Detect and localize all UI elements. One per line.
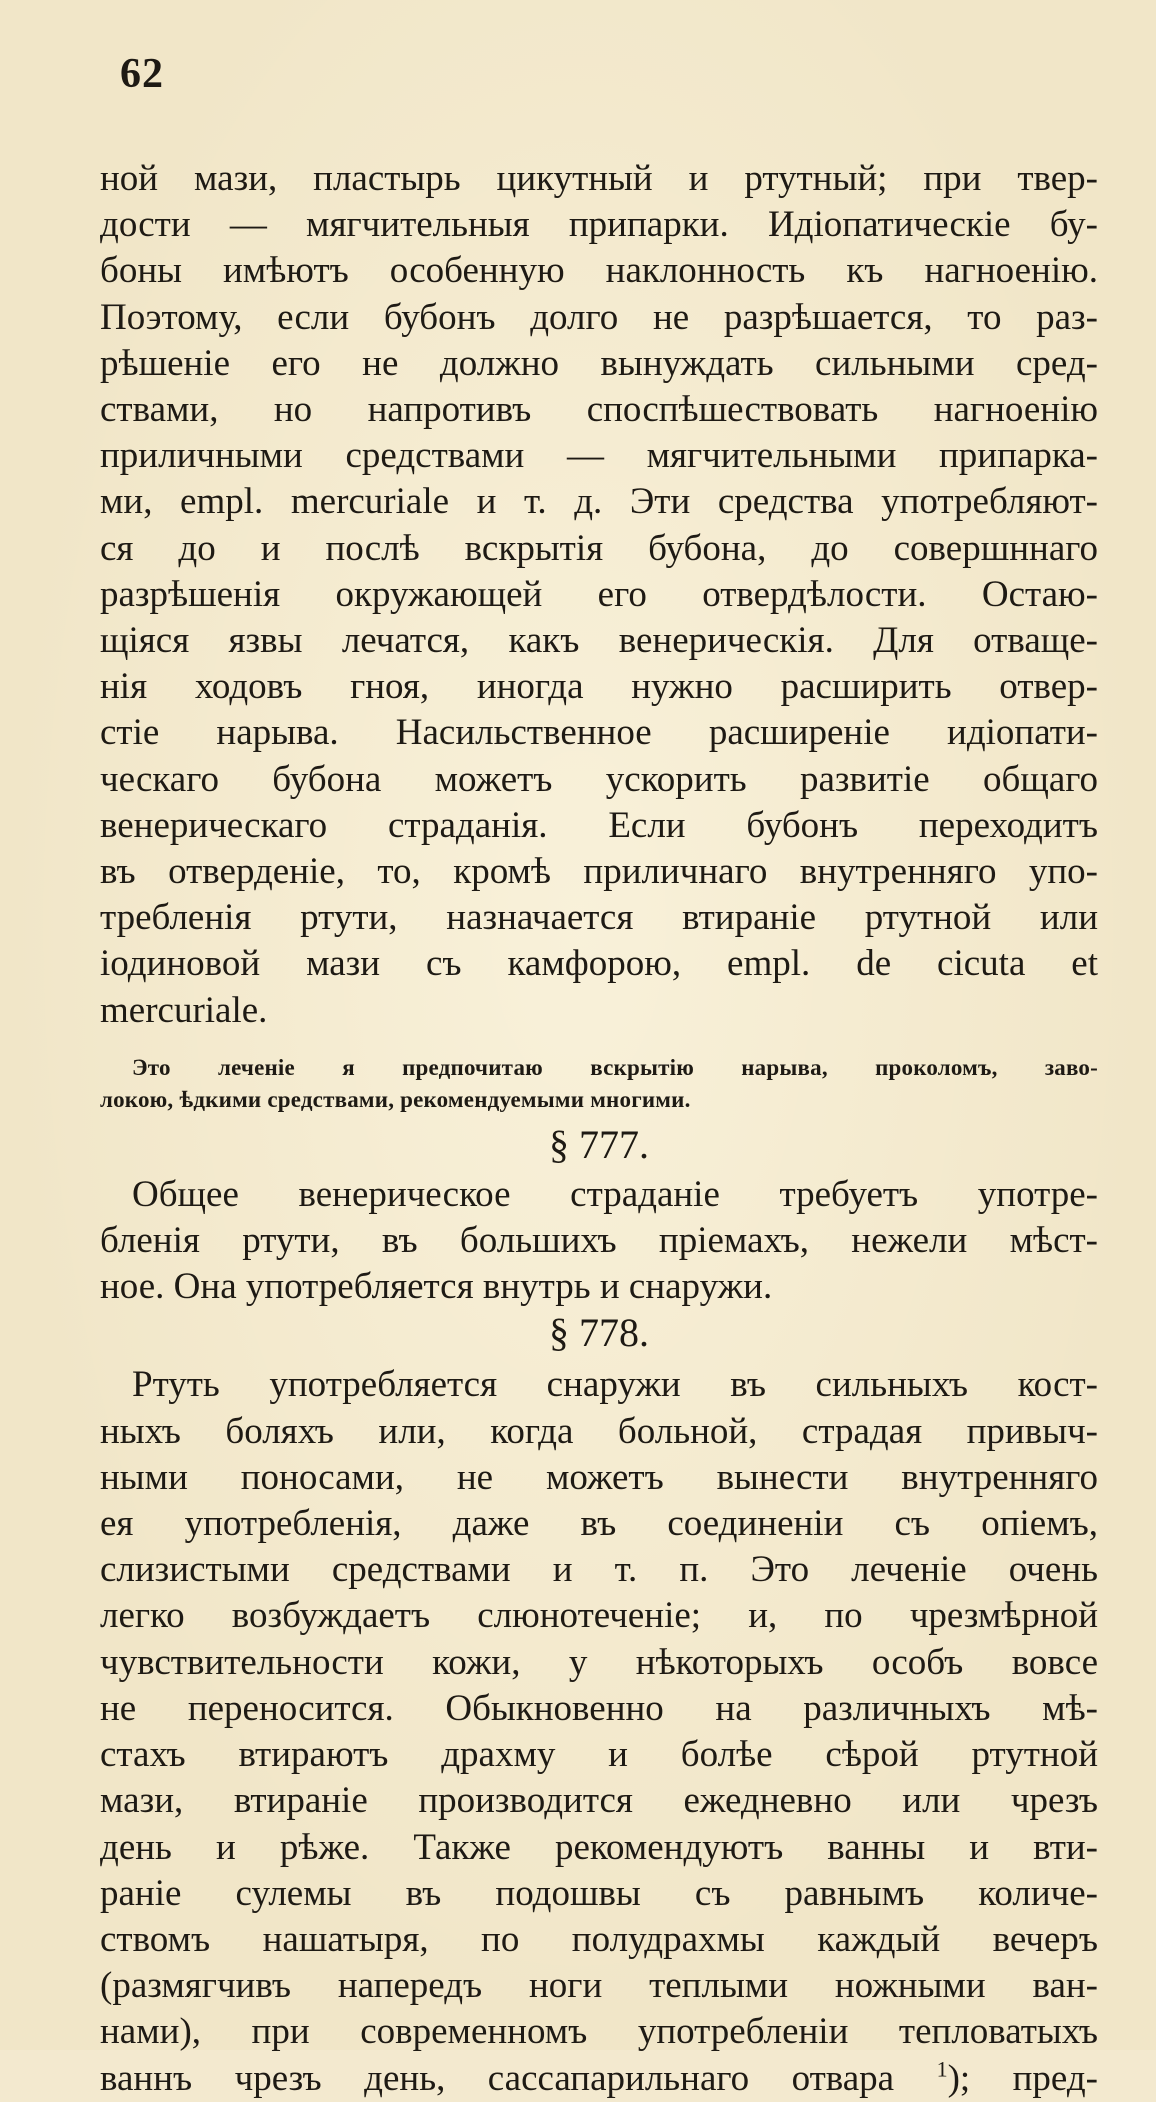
text-line: ческаго бубона можетъ ускорить развитіе общаго [100,758,1098,800]
paragraph-3 [100,1362,1098,2101]
text-line: мази, втираніе производится ежедневно или чрезъ [100,1780,1098,1822]
text-line: приличными средствами — мягчительными припарка- [100,435,1098,477]
text-line: Ртуть употребляется снаружи въ сильныхъ кост- [132,1364,1098,1406]
text-line: mercuriale. [100,989,268,1031]
text-line-with-footnote-ref [100,2056,1098,2102]
text-line: дости — мягчительныя припарки. Идіопатическіе бу- [100,204,1098,246]
text-line: стіе нарыва. Насильственное расширеніе идіопати- [100,712,1098,754]
text-line: не переносится. Обыкновенно на различныхъ мѣ- [100,1687,1098,1729]
text-line: слизистыми средствами и т. п. Это леченіе очень [100,1549,1098,1591]
text-line: ми, empl. mercuriale и т. д. Эти средства употребляют- [100,481,1098,523]
text-line: въ отверденіе, то, кромѣ приличнаго внутренняго упо- [100,851,1098,893]
text-line: венерическаго страданія. Если бубонъ переходитъ [100,804,1098,846]
text-line: боны имѣютъ особенную наклонность къ нагноенію. [100,250,1098,292]
text-line: ное. Она употребляется внутрь и снаружи. [100,1266,773,1308]
text-line: нами), при современномъ употребленіи тепловатыхъ [100,2011,1098,2053]
text-line: стахъ втираютъ драхму и болѣе сѣрой ртутной [100,1734,1098,1776]
text-line: день и рѣже. Также рекомендуютъ ванны и вти- [100,1826,1098,1868]
text-line: ныхъ боляхъ или, когда больной, страдая привыч- [100,1410,1098,1452]
text-line: рѣшеніе его не должно вынуждать сильными сред- [100,342,1098,384]
text-line: ными поносами, не можетъ вынести внутренняго [100,1456,1098,1498]
text-line: бленія ртути, въ большихъ пріемахъ, нежели мѣст- [100,1220,1098,1262]
section-heading: § 777. [549,1121,649,1167]
footnote-reference: 1 [936,2056,948,2082]
text-line: ся до и послѣ вскрытія бубона, до совершннаго [100,527,1098,569]
text-line: (размягчивъ напередъ ноги теплыми ножными ван- [100,1965,1098,2007]
text-line: чувствительности кожи, у нѣкоторыхъ особъ вовсе [100,1641,1098,1683]
section-heading: § 778. [549,1310,649,1356]
paragraph-1 [100,156,1098,1034]
text-line: іодиновой мази съ камфорою, empl. de cicuta et [100,943,1098,985]
text-segment: ваннъ чрезъ день, сассапарильнаго отвара [100,2057,895,2099]
text-line: щіяся язвы лечатся, какъ венерическія. Для отваще- [100,620,1098,662]
footnote-line: локою, ѣдкими средствами, рекомендуемыми многими. [100,1086,691,1112]
text-line: разрѣшенія окружающей его отвердѣлости. Остаю- [100,573,1098,615]
text-line: легко возбуждаетъ слюнотеченіе; и, по чрезмѣрной [100,1595,1098,1637]
footnote [100,1052,1098,1116]
page-number: 62 [120,51,164,97]
footnote-line: Это леченіе я предпочитаю вскрытію нарыва, проколомъ, заво- [132,1054,1098,1080]
text-line: нія ходовъ гноя, иногда нужно расширить отвер- [100,666,1098,708]
text-line: ствами, но напротивъ споспѣшествовать нагноенію [100,389,1098,431]
text-line: Поэтому, если бубонъ долго не разрѣшается, то раз- [100,296,1098,338]
text-segment: ); пред- [947,2057,1098,2099]
text-line: ной мази, пластырь цикутный и ртутный; при твер- [100,158,1098,199]
text-line: ея употребленія, даже въ соединеніи съ опіемъ, [100,1503,1098,1545]
text-line: раніе сулемы въ подошвы съ равнымъ количе- [100,1872,1098,1914]
text-line: Общее венерическое страданіе требуетъ употре- [132,1173,1098,1215]
text-line: требленія ртути, назначается втираніе ртутной или [100,897,1098,939]
text-line: ствомъ нашатыря, по полудрахмы каждый вечеръ [100,1918,1098,1960]
paragraph-2 [100,1172,1098,1311]
